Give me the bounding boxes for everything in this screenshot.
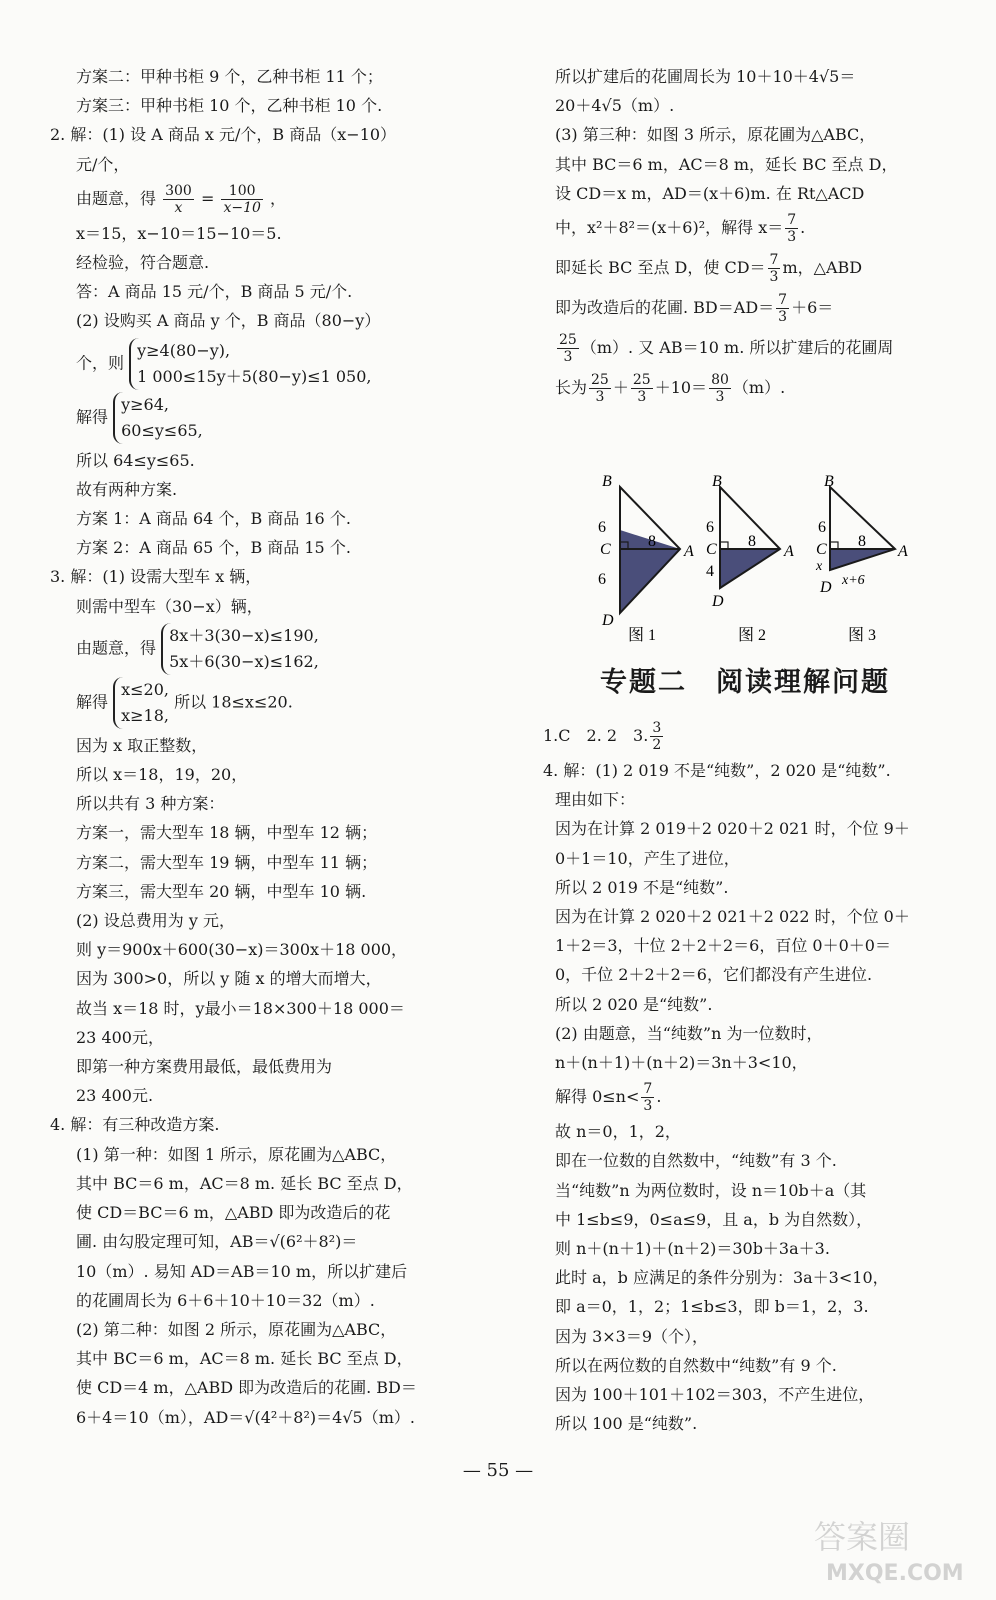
denominator: 3 [595, 389, 605, 406]
label-cd: 6 [598, 571, 606, 588]
text-line: 所以共有 3 种方案： [76, 794, 225, 814]
text-line: 所以在两位数的自然数中“纯数”有 9 个. [555, 1355, 837, 1375]
equation-line [543, 716, 953, 756]
text-line: 此时 a，b 应满足的条件分别为：3a＋3<10， [555, 1268, 889, 1288]
equation-line [555, 288, 953, 328]
inequality-system [129, 338, 371, 390]
denominator: 3 [769, 269, 779, 286]
fraction [709, 372, 731, 405]
text-line: 10（m）. 易知 AD＝AB＝10 m，所以扩建后 [76, 1261, 408, 1281]
text-line: 3. 解：(1) 设需大型车 x 辆， [50, 567, 262, 587]
label-d: D [712, 593, 724, 610]
text-line: 使 CD＝4 m，△ABD 即为改造后的花圃. BD＝ [76, 1378, 417, 1398]
numerator: 25 [632, 372, 651, 389]
text-line: 方案二，需大型车 19 辆，中型车 11 辆； [76, 852, 378, 872]
system-line [50, 623, 452, 675]
section-title: 专题二 阅读理解问题 [600, 667, 890, 698]
text-line: 圃. 由勾股定理可知，AB＝√(6²＋8²)＝ [76, 1232, 358, 1252]
figure-1 [598, 473, 694, 644]
text-line: 方案二：甲种书柜 9 个，乙种书柜 11 个； [76, 67, 383, 86]
text-line: 4. 解：有三种改造方案. [50, 1115, 220, 1135]
text-line: 则需中型车（30−x）辆， [76, 596, 263, 616]
figure-2 [706, 473, 794, 644]
fraction [163, 183, 194, 216]
text-line: 2. 解：(1) 设 A 商品 x 元/个，B 商品（x−10） [50, 125, 397, 145]
text-line: 方案三：甲种书柜 10 个，乙种书柜 10 个. [76, 96, 383, 116]
text-line: 所以 2 019 不是“纯数”. [555, 877, 729, 897]
denominator: x−10 [223, 199, 261, 216]
denominator: 2 [652, 737, 662, 753]
text-span: ＋ [612, 378, 629, 398]
right-angle-mark [720, 542, 728, 549]
text-line: 因为 3×3＝9（个）， [555, 1326, 709, 1346]
text-span: . [800, 218, 806, 238]
text-line: 则 n＋(n＋1)＋(n＋2)＝30b＋3a＋3. [555, 1239, 830, 1259]
numerator: 7 [787, 212, 797, 229]
text-span: . [656, 1087, 662, 1107]
inequality: 1 000≤15y＋5(80−y)≤1 050, [137, 366, 372, 386]
numerator: 100 [221, 183, 262, 200]
text-line: 答：A 商品 15 元/个，B 商品 5 元/个. [76, 282, 353, 302]
text-line: 故当 x＝18 时，y最小＝18×300＋18 000＝ [76, 998, 405, 1018]
fraction [641, 1081, 654, 1114]
label-cd: 4 [706, 563, 714, 580]
text-span: m，△ABD [782, 258, 863, 278]
text-line: (2) 设购买 A 商品 y 个，B 商品（80−y） [76, 311, 381, 331]
text-line: 经检验，符合题意. [76, 253, 210, 273]
right-angle-mark [830, 542, 838, 549]
equation-line [555, 368, 953, 408]
text-line: 方案 1：A 商品 64 个，B 商品 16 个. [76, 509, 351, 529]
fraction [776, 292, 789, 325]
text-span: ＋6＝ [791, 298, 834, 318]
text-line: 因为 300>0，所以 y 随 x 的增大而增大， [76, 969, 382, 989]
fraction [785, 212, 798, 245]
inequality: 8x＋3(30−x)≤190, [169, 625, 319, 645]
equation-line [555, 208, 953, 248]
text-span: 长为 [555, 378, 588, 398]
figure-caption: 图 3 [848, 627, 877, 644]
text-span: 解得 0≤n< [555, 1087, 640, 1107]
text-span: 1.C 2. 2 3. [543, 726, 649, 745]
denominator: 3 [778, 309, 788, 326]
inequality: 5x＋6(30−x)≤162, [169, 651, 319, 671]
text-line: 0＋1＝10，产生了进位， [555, 848, 740, 868]
text-line: 设 CD＝x m，AD＝(x＋6)m. 在 Rt△ACD [555, 183, 865, 203]
text-line: 理由如下： [555, 790, 636, 810]
text-line: (2) 设总费用为 y 元， [76, 911, 235, 931]
text-span: ＋10＝ [654, 378, 708, 398]
text-span: 所以 18≤x≤20. [174, 692, 293, 712]
text-line: 方案 2：A 商品 65 个，B 商品 15 个. [76, 538, 351, 558]
denominator: 3 [643, 1098, 653, 1115]
text-line: 所以 64≤y≤65. [76, 450, 195, 470]
text-span: 由题意，得 [76, 638, 157, 658]
fraction [557, 332, 579, 365]
equals: = [200, 188, 215, 208]
label-d: D [602, 612, 614, 629]
label-cd: x [816, 559, 823, 574]
text-span: 由题意，得 [76, 188, 157, 208]
text-line: 6＋4＝10（m），AD＝√(4²＋8²)＝4√5（m）. [76, 1407, 415, 1427]
label-ad: x+6 [842, 573, 865, 588]
label-c: C [706, 541, 717, 558]
denominator: 3 [563, 349, 573, 366]
inequality: x≤20, [121, 679, 169, 699]
right-column-top [555, 62, 953, 408]
text-line: 因为在计算 2 020＋2 021＋2 022 时，个位 0＋ [555, 907, 910, 927]
label-c: C [600, 541, 611, 558]
label-c: C [816, 541, 827, 558]
denominator: 3 [715, 389, 725, 406]
numerator: 25 [559, 332, 577, 349]
equation-line [50, 179, 452, 219]
watermark-graphic [804, 1512, 974, 1592]
label-b: B [712, 473, 722, 490]
fraction [650, 720, 663, 753]
inequality-system [161, 623, 319, 675]
label-bc: 6 [598, 519, 606, 536]
text-line: 所以 100 是“纯数”. [555, 1414, 698, 1434]
label-a: A [784, 543, 794, 560]
page-number: — 55 — [462, 1460, 534, 1481]
system-line [50, 338, 452, 390]
watermark-url: MXQE.COM [826, 1561, 964, 1586]
inequality: x≥18, [121, 705, 169, 725]
text-line: 0，千位 2＋2＋2＝6，它们都没有产生进位. [555, 965, 873, 985]
figure-caption: 图 1 [628, 627, 657, 644]
text-line: (2) 第二种：如图 2 所示，原花圃为△ABC， [76, 1319, 397, 1339]
label-a: A [684, 543, 694, 560]
text-span: ， [269, 188, 286, 208]
label-b: B [824, 473, 834, 490]
fraction [768, 252, 781, 285]
text-span: 即延长 BC 至点 D，使 CD＝ [555, 258, 766, 278]
text-line: 使 CD＝BC＝6 m，△ABD 即为改造后的花 [76, 1203, 391, 1223]
denominator: 3 [637, 389, 647, 406]
equation-line [555, 328, 953, 368]
text-line: (1) 第一种：如图 1 所示，原花圃为△ABC， [76, 1144, 397, 1164]
figure-caption: 图 2 [738, 627, 767, 644]
text-line: 故 n＝0，1，2， [555, 1122, 681, 1142]
watermark-logo [804, 1512, 974, 1592]
label-a: A [898, 543, 908, 560]
text-line: 4. 解：(1) 2 019 不是“纯数”，2 020 是“纯数”. [543, 761, 891, 780]
text-line: 其中 BC＝6 m，AC＝8 m. 延长 BC 至点 D， [76, 1349, 413, 1369]
inequality: y≥4(80−y), [137, 340, 231, 360]
numerator: 7 [769, 252, 779, 269]
label-ac: 8 [858, 533, 866, 550]
left-column [50, 62, 452, 1432]
text-line: 方案一，需大型车 18 辆，中型车 12 辆； [76, 823, 378, 843]
text-span: 个，则 [76, 353, 125, 373]
text-line: 其中 BC＝6 m，AC＝8 m. 延长 BC 至点 D， [76, 1173, 413, 1193]
text-span: 解得 [76, 692, 109, 712]
text-line: 元/个， [76, 154, 130, 174]
text-line: 则 y＝900x＋600(30−x)＝300x＋18 000， [76, 940, 408, 960]
fraction [589, 372, 611, 405]
fraction [221, 183, 262, 216]
label-d: D [820, 579, 832, 596]
system-line [50, 392, 452, 444]
text-line: 所以 2 020 是“纯数”. [555, 994, 713, 1014]
text-line: 方案三，需大型车 20 辆，中型车 10 辆. [76, 881, 367, 901]
text-line: 23 400元. [76, 1086, 154, 1106]
text-line: 因为 100＋101＋102＝303，不产生进位， [555, 1385, 875, 1405]
text-span: （m）. [732, 378, 786, 398]
inequality: y≥64, [121, 394, 169, 414]
denominator: x [174, 199, 183, 216]
text-line: 所以扩建后的花圃周长为 10＋10＋4√5＝ [555, 67, 856, 86]
text-line: 因为 x 取正整数， [76, 735, 208, 755]
label-ac: 8 [748, 533, 756, 550]
text-span: 即为改造后的花圃. BD＝AD＝ [555, 298, 775, 318]
text-line: 即在一位数的自然数中，“纯数”有 3 个. [555, 1151, 837, 1171]
text-line: 即第一种方案费用最低，最低费用为 [76, 1057, 333, 1077]
text-span: 解得 [76, 407, 109, 427]
text-line: 23 400元， [76, 1027, 164, 1047]
right-column-bottom [543, 716, 953, 1438]
text-line: 20＋4√5（m）. [555, 96, 675, 116]
figure-3 [815, 473, 908, 644]
text-span: （m）. 又 AB＝10 m. 所以扩建后的花圃周 [580, 338, 894, 358]
numerator: 300 [165, 182, 192, 199]
text-span: 中，x²＋8²＝(x＋6)²，解得 x＝ [555, 218, 784, 238]
label-bc: 6 [818, 519, 826, 536]
fraction [631, 372, 653, 405]
text-line: 即 a＝0，1，2；1≤b≤3，即 b＝1，2，3. [555, 1297, 869, 1317]
text-line: x＝15，x−10＝15−10＝5. [76, 223, 282, 243]
inequality: 60≤y≤65, [121, 420, 203, 440]
text-line: 1＋2＝3，十位 2＋2＋2＝6，百位 0＋0＋0＝ [555, 936, 891, 956]
watermark-text: 答案圈 [814, 1518, 911, 1556]
text-line: 当“纯数”n 为两位数时，设 n＝10b＋a（其 [555, 1180, 867, 1200]
numerator: 7 [778, 292, 788, 309]
label-b: B [602, 473, 612, 490]
label-bc: 6 [706, 519, 714, 536]
inequality-system [113, 392, 203, 444]
text-line: 故有两种方案. [76, 479, 178, 499]
figures-group [580, 470, 930, 660]
equation-line [555, 248, 953, 288]
system-line [50, 677, 452, 729]
denominator: 3 [787, 229, 797, 246]
text-line: 其中 BC＝6 m，AC＝8 m，延长 BC 至点 D， [555, 154, 898, 174]
numerator: 25 [591, 372, 609, 389]
text-line: 所以 x＝18，19，20， [76, 765, 248, 785]
text-line: 因为在计算 2 019＋2 020＋2 021 时，个位 9＋ [555, 819, 910, 839]
text-line: 中 1≤b≤9，0≤a≤9，且 a，b 为自然数）， [555, 1209, 873, 1229]
numerator: 80 [711, 372, 729, 389]
equation-line [555, 1077, 953, 1117]
text-line: n＋(n＋1)＋(n＋2)＝3n＋3<10， [555, 1053, 808, 1073]
label-ac: 8 [648, 533, 656, 550]
text-line: 的花圃周长为 6＋6＋10＋10＝32（m）. [76, 1290, 375, 1310]
inequality-system [113, 677, 169, 729]
numerator: 7 [643, 1081, 653, 1098]
numerator: 3 [652, 720, 662, 736]
text-line: (2) 由题意，当“纯数”n 为一位数时， [555, 1023, 823, 1043]
geometry-figures [580, 470, 930, 660]
text-line: (3) 第三种：如图 3 所示，原花圃为△ABC， [555, 125, 876, 145]
